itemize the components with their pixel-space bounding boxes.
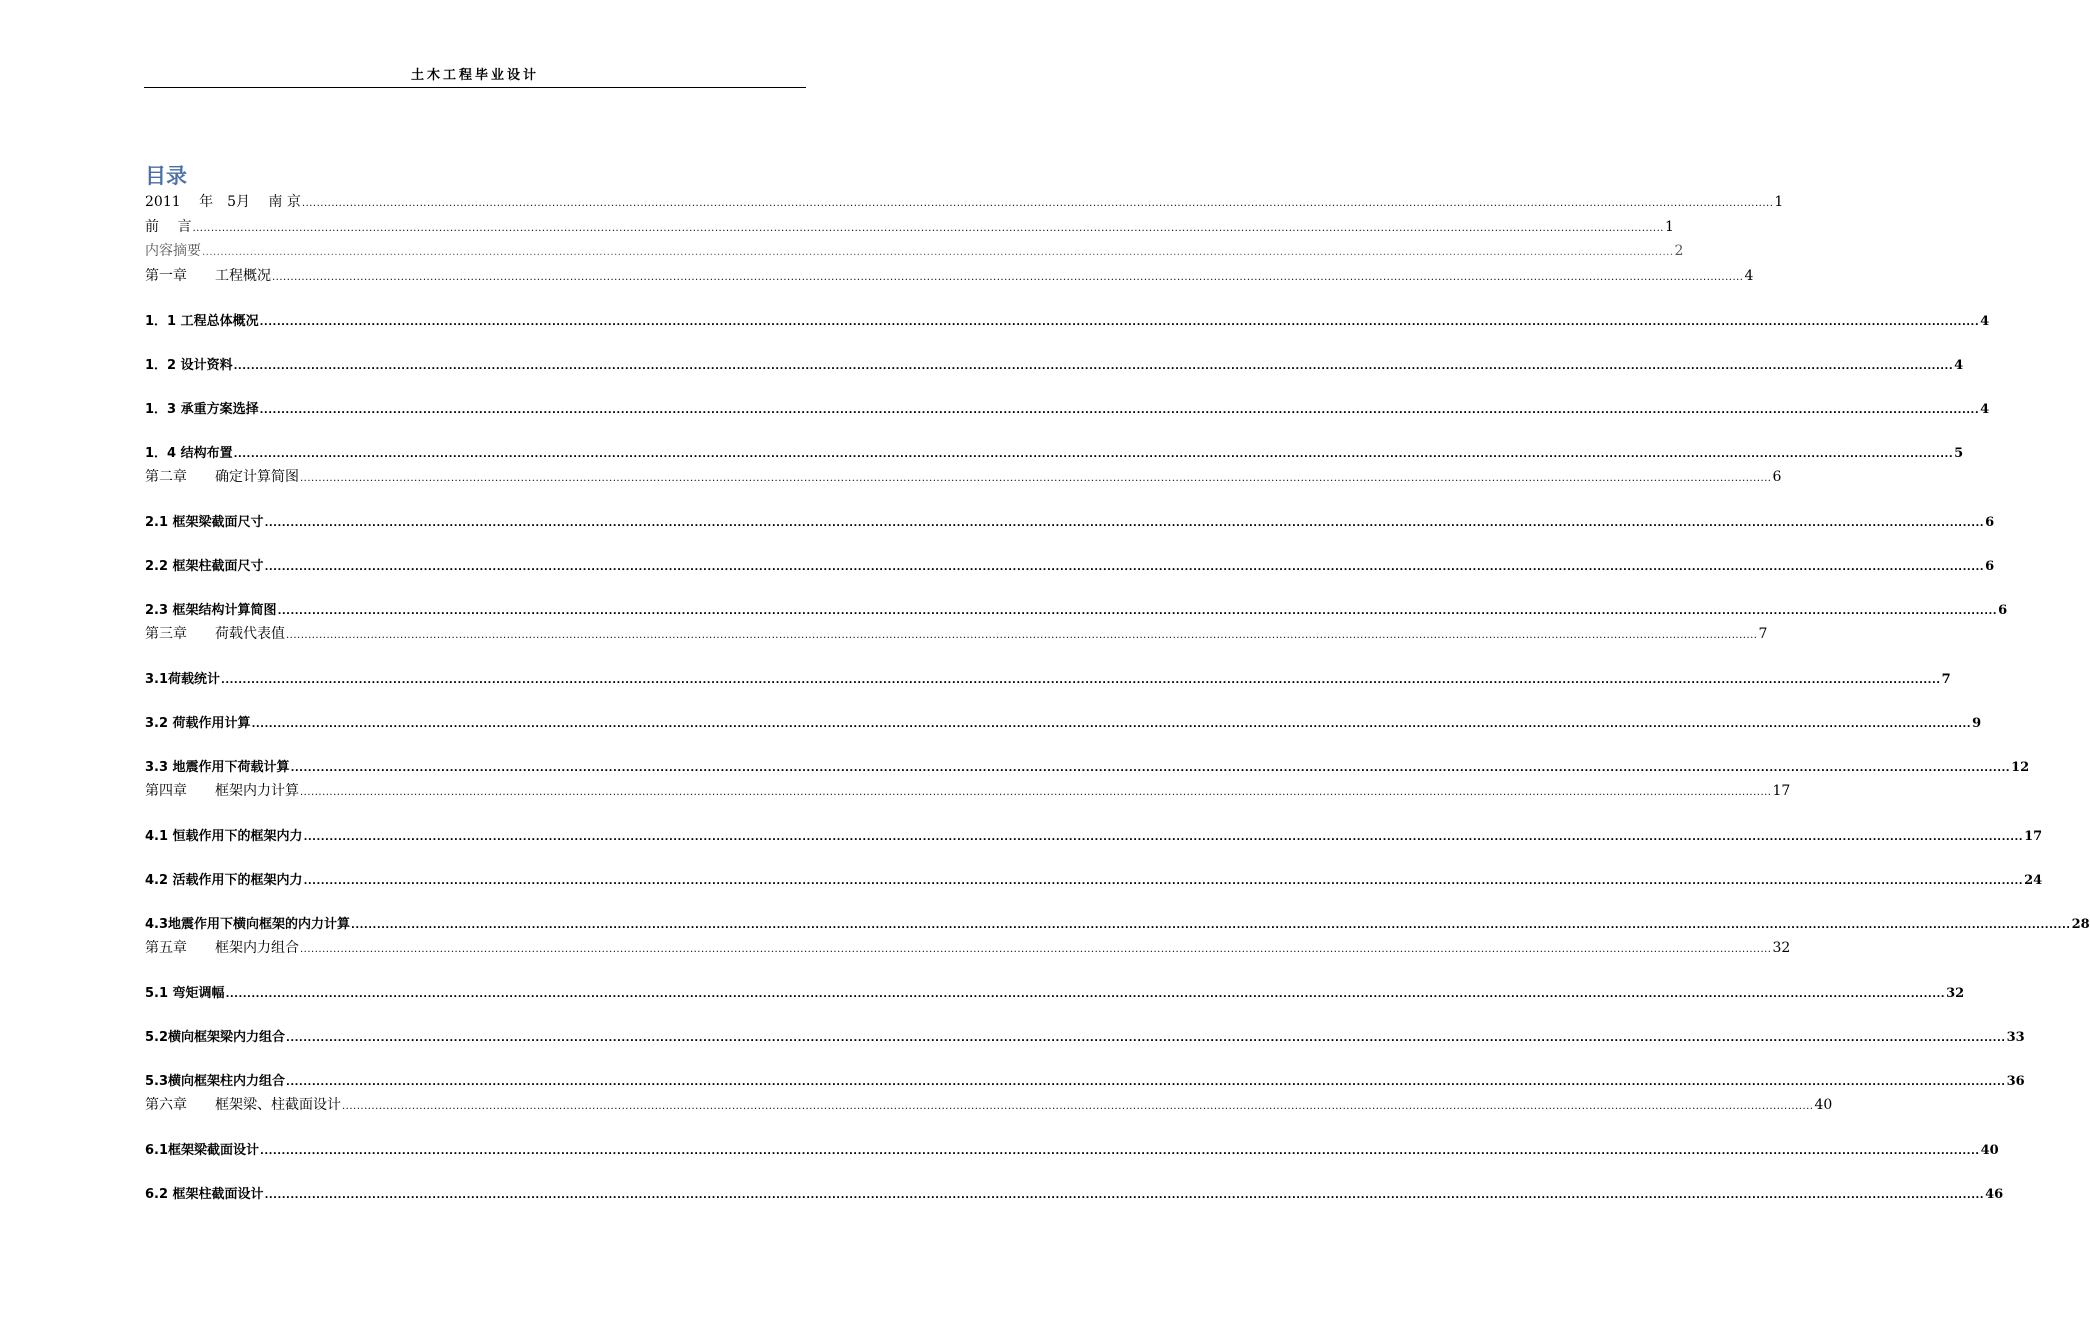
toc-dot-leader: ................................................................................................................................................................................................................................................................................................................................................................................................................	[300, 787, 1772, 798]
toc-page-number: 9	[1972, 716, 1982, 731]
toc-page-number: 40	[1980, 1143, 1999, 1158]
toc-page-number: 6	[1985, 515, 1995, 530]
toc-entry-label: 第六章 框架梁、柱截面设计	[145, 1097, 341, 1113]
toc-entry-label: 1．1 工程总体概况	[145, 314, 259, 329]
toc-page-number: 32	[1772, 940, 1791, 956]
toc-entry-label: 第五章 框架内力组合	[145, 940, 299, 956]
header-rule	[144, 87, 806, 88]
toc-dot-leader: ................................................................................................................................................................................................................................................................................................................................................................................................................	[300, 473, 1772, 484]
toc-entry-label: 5.1 弯矩调幅	[145, 986, 225, 1001]
toc-page-number: 36	[2006, 1074, 2025, 1089]
toc-section-entry[interactable]	[145, 1070, 2025, 1089]
toc-page-number: 4	[1744, 268, 1754, 284]
toc-section-entry[interactable]	[145, 869, 2043, 888]
toc-page-number: 32	[1946, 986, 1965, 1001]
toc-page-number: 12	[2011, 760, 2030, 775]
toc-entry-label: 5.3横向框架柱内力组合	[145, 1074, 286, 1089]
toc-dot-leader: ................................................................................................................................................................................................................................................................................................................................................................................................................	[202, 247, 1674, 258]
toc-page-number: 6	[1772, 469, 1782, 485]
toc-chapter-entry[interactable]	[145, 466, 1782, 486]
toc-page-number: 17	[2024, 829, 2043, 844]
toc-entry-label: 第一章 工程概况	[145, 268, 271, 284]
toc-section-entry[interactable]	[145, 555, 1995, 574]
toc-entry-label: 4.3地震作用下横向框架的内力计算	[145, 917, 351, 932]
toc-page-number: 46	[1985, 1187, 2004, 1202]
toc-entry-label: 6.2 框架柱截面设计	[145, 1187, 264, 1202]
toc-dot-leader: ................................................................................................................................................................................................................................................................................................................................................................................................................	[260, 1146, 1980, 1157]
toc-entry-label: 2.3 框架结构计算简图	[145, 603, 277, 618]
toc-entry-label: 1．4 结构布置	[145, 446, 233, 461]
toc-section-entry[interactable]	[145, 756, 2030, 775]
toc-dot-leader: ................................................................................................................................................................................................................................................................................................................................................................................................................	[351, 920, 2071, 931]
toc-dot-leader: ................................................................................................................................................................................................................................................................................................................................................................................................................	[233, 361, 1954, 372]
toc-dot-leader: ................................................................................................................................................................................................................................................................................................................................................................................................................	[342, 1101, 1814, 1112]
toc-dot-leader: ................................................................................................................................................................................................................................................................................................................................................................................................................	[251, 719, 1972, 730]
toc-entry-label: 6.1框架梁截面设计	[145, 1143, 260, 1158]
toc-dot-leader: ................................................................................................................................................................................................................................................................................................................................................................................................................	[277, 606, 1998, 617]
toc-entry-label: 3.2 荷载作用计算	[145, 716, 251, 731]
toc-page-number: 4	[1980, 314, 1990, 329]
page-header: 土木工程毕业设计	[410, 68, 539, 83]
toc-chapter-entry[interactable]	[145, 191, 1784, 211]
toc-section-entry[interactable]	[145, 825, 2043, 844]
toc-dot-leader: ................................................................................................................................................................................................................................................................................................................................................................................................................	[264, 562, 1985, 573]
toc-section-entry[interactable]	[145, 1026, 2025, 1045]
toc-entry-label: 第四章 框架内力计算	[145, 783, 299, 799]
toc-section-entry[interactable]	[145, 712, 1982, 731]
toc-dot-leader: ................................................................................................................................................................................................................................................................................................................................................................................................................	[259, 317, 1980, 328]
toc-page-number: 28	[2071, 917, 2090, 932]
toc-entry-label: 前 言	[145, 219, 192, 235]
toc-page-number: 6	[1998, 603, 2008, 618]
toc-dot-leader: ................................................................................................................................................................................................................................................................................................................................................................................................................	[300, 944, 1772, 955]
toc-page-number: 1	[1774, 194, 1784, 210]
toc-chapter-entry[interactable]	[145, 240, 1684, 260]
toc-dot-leader: ................................................................................................................................................................................................................................................................................................................................................................................................................	[259, 405, 1980, 416]
toc-title: 目录	[145, 164, 187, 188]
toc-dot-leader: ................................................................................................................................................................................................................................................................................................................................................................................................................	[192, 223, 1664, 234]
toc-chapter-entry[interactable]	[145, 216, 1674, 236]
toc-dot-leader: ................................................................................................................................................................................................................................................................................................................................................................................................................	[290, 763, 2011, 774]
toc-section-entry[interactable]	[145, 310, 1990, 329]
toc-entry-label: 4.2 活载作用下的框架内力	[145, 873, 303, 888]
toc-dot-leader: ................................................................................................................................................................................................................................................................................................................................................................................................................	[272, 272, 1744, 283]
toc-dot-leader: ................................................................................................................................................................................................................................................................................................................................................................................................................	[286, 1077, 2006, 1088]
toc-section-entry[interactable]	[145, 1183, 2004, 1202]
toc-dot-leader: ................................................................................................................................................................................................................................................................................................................................................................................................................	[233, 449, 1954, 460]
toc-page-number: 1	[1664, 219, 1674, 235]
toc-section-entry[interactable]	[145, 354, 1964, 373]
toc-chapter-entry[interactable]	[145, 937, 1791, 957]
toc-page-number: 4	[1954, 358, 1964, 373]
toc-chapter-entry[interactable]	[145, 780, 1791, 800]
toc-page-number: 2	[1674, 243, 1684, 259]
toc-page-number: 4	[1980, 402, 1990, 417]
toc-section-entry[interactable]	[145, 668, 1951, 687]
toc-dot-leader: ................................................................................................................................................................................................................................................................................................................................................................................................................	[221, 675, 1941, 686]
toc-entry-label: 2.2 框架柱截面尺寸	[145, 559, 264, 574]
toc-dot-leader: ................................................................................................................................................................................................................................................................................................................................................................................................................	[225, 989, 1946, 1000]
toc-entry-label: 1．2 设计资料	[145, 358, 233, 373]
toc-entry-label: 3.1荷载统计	[145, 672, 221, 687]
toc-page-number: 40	[1814, 1097, 1833, 1113]
toc-section-entry[interactable]	[145, 442, 1964, 461]
toc-entry-label: 第二章 确定计算简图	[145, 469, 299, 485]
toc-dot-leader: ................................................................................................................................................................................................................................................................................................................................................................................................................	[264, 1190, 1985, 1201]
toc-section-entry[interactable]	[145, 511, 1995, 530]
toc-dot-leader: ................................................................................................................................................................................................................................................................................................................................................................................................................	[303, 876, 2024, 887]
toc-section-entry[interactable]	[145, 1139, 1999, 1158]
toc-page-number: 7	[1941, 672, 1951, 687]
toc-dot-leader: ................................................................................................................................................................................................................................................................................................................................................................................................................	[264, 518, 1985, 529]
toc-page-number: 5	[1954, 446, 1964, 461]
toc-chapter-entry[interactable]	[145, 265, 1754, 285]
toc-entry-label: 5.2横向框架梁内力组合	[145, 1030, 286, 1045]
toc-page-number: 6	[1985, 559, 1995, 574]
toc-entry-label: 4.1 恒载作用下的框架内力	[145, 829, 303, 844]
toc-dot-leader: ................................................................................................................................................................................................................................................................................................................................................................................................................	[286, 630, 1758, 641]
toc-dot-leader: ................................................................................................................................................................................................................................................................................................................................................................................................................	[303, 832, 2024, 843]
toc-chapter-entry[interactable]	[145, 1094, 1833, 1114]
toc-page-number: 17	[1772, 783, 1791, 799]
toc-entry-label: 内容摘要	[145, 243, 201, 259]
toc-page-number: 7	[1758, 626, 1768, 642]
toc-section-entry[interactable]	[145, 398, 1990, 417]
toc-chapter-entry[interactable]	[145, 623, 1768, 643]
toc-entry-label: 3.3 地震作用下荷载计算	[145, 760, 290, 775]
toc-entry-label: 2.1 框架梁截面尺寸	[145, 515, 264, 530]
toc-entry-label: 1．3 承重方案选择	[145, 402, 259, 417]
toc-section-entry[interactable]	[145, 913, 2090, 932]
toc-page-number: 33	[2006, 1030, 2025, 1045]
toc-entry-label: 第三章 荷载代表值	[145, 626, 285, 642]
toc-entry-label: 2011 年 5月 南 京	[145, 194, 301, 210]
toc-page-number: 24	[2024, 873, 2043, 888]
toc-section-entry[interactable]	[145, 982, 1965, 1001]
toc-section-entry[interactable]	[145, 599, 2008, 618]
toc-dot-leader: ................................................................................................................................................................................................................................................................................................................................................................................................................	[301, 198, 1774, 209]
toc-dot-leader: ................................................................................................................................................................................................................................................................................................................................................................................................................	[286, 1033, 2006, 1044]
